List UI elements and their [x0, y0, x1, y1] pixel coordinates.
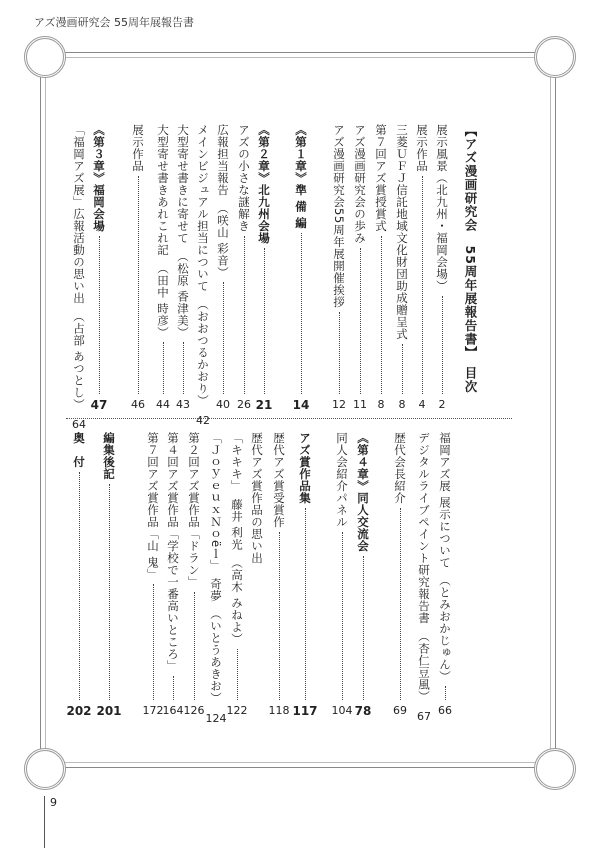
entry-page: 4	[418, 398, 426, 411]
dot-leader	[279, 532, 280, 700]
dot-leader	[445, 686, 446, 700]
toc-entry[interactable]	[437, 432, 453, 718]
dot-leader	[163, 342, 164, 394]
dot-leader	[237, 649, 238, 700]
entry-title: 奥 付	[72, 432, 86, 468]
section-divider	[66, 418, 512, 419]
dot-leader	[223, 282, 224, 394]
page-number: 9	[50, 796, 57, 809]
entry-title: 広報担当報告 （咲山 彩音）	[216, 124, 230, 279]
entry-page: 42	[196, 414, 210, 428]
entry-title: 展示作品	[415, 124, 429, 172]
toc-entry[interactable]	[414, 124, 430, 412]
toc-entry[interactable]	[175, 124, 191, 412]
toc-entry[interactable]	[268, 432, 290, 718]
running-header: アズ漫画研究会 55周年展報告書	[34, 16, 195, 29]
entry-page: 46	[131, 398, 145, 411]
entry-title: 「ＪｏｙｅｕｘＮｏëｌ」 奇夢 （いとうあきお）	[209, 432, 223, 705]
toc-entry[interactable]	[205, 432, 227, 726]
toc-entry[interactable]	[130, 124, 146, 412]
entry-title: メインビジュアル担当について （おおつるかおり）	[196, 124, 210, 407]
toc-subheading[interactable]	[249, 432, 265, 562]
dot-leader	[339, 312, 340, 394]
dot-leader	[244, 236, 245, 394]
toc-chapter[interactable]	[293, 124, 309, 412]
frame-ornament-bottom-left	[24, 748, 66, 790]
frame-ornament-top-right	[534, 36, 576, 78]
entry-page: 78	[354, 704, 372, 718]
entry-page: 172	[142, 704, 164, 717]
entry-title: 同人会紹介パネル	[335, 432, 349, 528]
entry-title: デジタルライブペイント研究報告書 （杏仁豆風）	[417, 432, 431, 703]
entry-page: 69	[393, 704, 407, 717]
entry-page: 14	[292, 398, 310, 412]
toc-chapter[interactable]	[66, 432, 92, 718]
toc-entry[interactable]	[331, 432, 353, 718]
entry-page: 2	[438, 398, 446, 411]
toc-entry[interactable]	[392, 432, 408, 718]
entry-title: 大型寄せ書きに寄せて （松原 香津美）	[176, 124, 190, 339]
dot-leader	[194, 592, 195, 700]
dot-leader	[264, 248, 265, 394]
entry-page: 44	[156, 398, 170, 411]
dot-leader	[305, 508, 306, 700]
entry-title: アズの小さな謎解き	[237, 124, 251, 232]
entry-title: 編集後記	[102, 432, 116, 480]
entry-page: 26	[237, 398, 251, 411]
entry-page: 47	[90, 398, 108, 412]
entry-page: 67	[417, 710, 431, 724]
toc-section[interactable]	[292, 432, 318, 718]
entry-page: 12	[332, 398, 346, 411]
dot-leader	[360, 248, 361, 394]
toc-entry[interactable]	[331, 124, 347, 412]
entry-page: 64	[72, 418, 86, 432]
entry-page: 124	[205, 712, 227, 726]
dot-leader	[422, 176, 423, 394]
toc-chapter[interactable]	[355, 432, 371, 718]
toc-chapter[interactable]	[256, 124, 272, 412]
entry-page: 201	[96, 704, 122, 718]
toc-entry[interactable]	[352, 124, 368, 412]
entry-title: 《第４章》同人交流会	[356, 432, 370, 552]
frame-ornament-top-left	[24, 36, 66, 78]
toc-entry[interactable]	[236, 124, 252, 412]
dot-leader	[99, 236, 100, 394]
entry-page: 8	[398, 398, 406, 411]
entry-title: 《第２章》北九州会場	[257, 124, 271, 244]
toc-entry[interactable]	[394, 124, 410, 412]
dot-leader	[342, 532, 343, 700]
toc-entry[interactable]	[183, 432, 205, 718]
dot-leader	[109, 484, 110, 700]
entry-title: 第７回アズ賞授賞式	[374, 124, 388, 232]
toc-entry[interactable]	[142, 432, 164, 718]
toc-entry[interactable]	[416, 432, 432, 724]
entry-title: 第７回アズ賞作品「山 鬼」	[146, 432, 160, 581]
toc-entry[interactable]	[195, 124, 211, 428]
toc-entry[interactable]	[373, 124, 389, 412]
entry-page: 43	[176, 398, 190, 411]
entry-title: 歴代会長紹介	[393, 432, 407, 504]
toc-entry[interactable]	[162, 432, 184, 718]
dot-leader	[381, 236, 382, 394]
dot-leader	[442, 296, 443, 394]
entry-page: 21	[255, 398, 273, 412]
toc-title-text: 【アズ漫画研究会 55周年展報告書】 目次	[463, 124, 478, 394]
dot-leader	[79, 472, 80, 700]
dot-leader	[173, 676, 174, 700]
entry-title: 展示風景（北九州・福岡会場）	[435, 124, 449, 292]
dot-leader	[400, 508, 401, 700]
entry-title: 歴代アズ賞作品の思い出	[250, 432, 264, 564]
entry-page: 40	[216, 398, 230, 411]
entry-page: 122	[226, 704, 248, 717]
dot-leader	[183, 342, 184, 394]
entry-title: 福岡アズ展 展示について （とみおかじゅん）	[438, 432, 452, 683]
dot-leader	[153, 584, 154, 700]
toc-chapter[interactable]	[96, 432, 122, 718]
dot-leader	[363, 556, 364, 700]
toc-entry[interactable]	[226, 432, 248, 718]
entry-title: 展示作品	[131, 124, 145, 172]
entry-page: 164	[162, 704, 184, 717]
toc-chapter[interactable]	[91, 124, 107, 412]
entry-title: 三菱ＵＦＪ信託地域文化財団助成贈呈式	[395, 124, 409, 340]
entry-title: アズ賞作品集	[298, 432, 312, 504]
entry-title: 第４回アズ賞作品「学校で一番高いところ」	[166, 432, 180, 672]
toc-title	[462, 124, 478, 394]
entry-page: 202	[66, 704, 92, 718]
dot-leader	[301, 233, 302, 394]
dot-leader	[138, 176, 139, 394]
entry-title: アズ漫画研究会の歩み	[353, 124, 367, 244]
entry-page: 11	[353, 398, 367, 411]
entry-title: 「福岡アズ展」広報活動の思い出 （占部 あつとし）	[72, 124, 86, 411]
frame-ornament-bottom-right	[534, 748, 576, 790]
entry-title: 《第１章》準 備 編	[294, 124, 308, 230]
entry-title: 歴代アズ賞受賞作	[272, 432, 286, 528]
entry-title: アズ漫画研究会55周年展開催挨拶	[332, 124, 346, 308]
entry-page: 8	[377, 398, 385, 411]
toc-entry[interactable]	[215, 124, 231, 412]
entry-title: 《第３章》福岡会場	[92, 124, 106, 232]
toc-entry[interactable]	[434, 124, 450, 412]
entry-title: 大型寄せ書きあれこれ記 （田中 時彦）	[156, 124, 170, 339]
entry-page: 117	[292, 704, 318, 718]
entry-title: 第２回アズ賞作品「ドラン」	[187, 432, 201, 588]
dot-leader	[402, 344, 403, 394]
entry-page: 66	[438, 704, 452, 717]
entry-page: 104	[331, 704, 353, 717]
toc-entry[interactable]	[155, 124, 171, 412]
entry-title: 「キキキ」 藤井 利光 （高木 みねよ）	[230, 432, 244, 645]
page-number-rule	[44, 796, 45, 848]
toc-entry[interactable]	[71, 124, 87, 432]
entry-page: 126	[183, 704, 205, 717]
entry-page: 118	[268, 704, 290, 717]
